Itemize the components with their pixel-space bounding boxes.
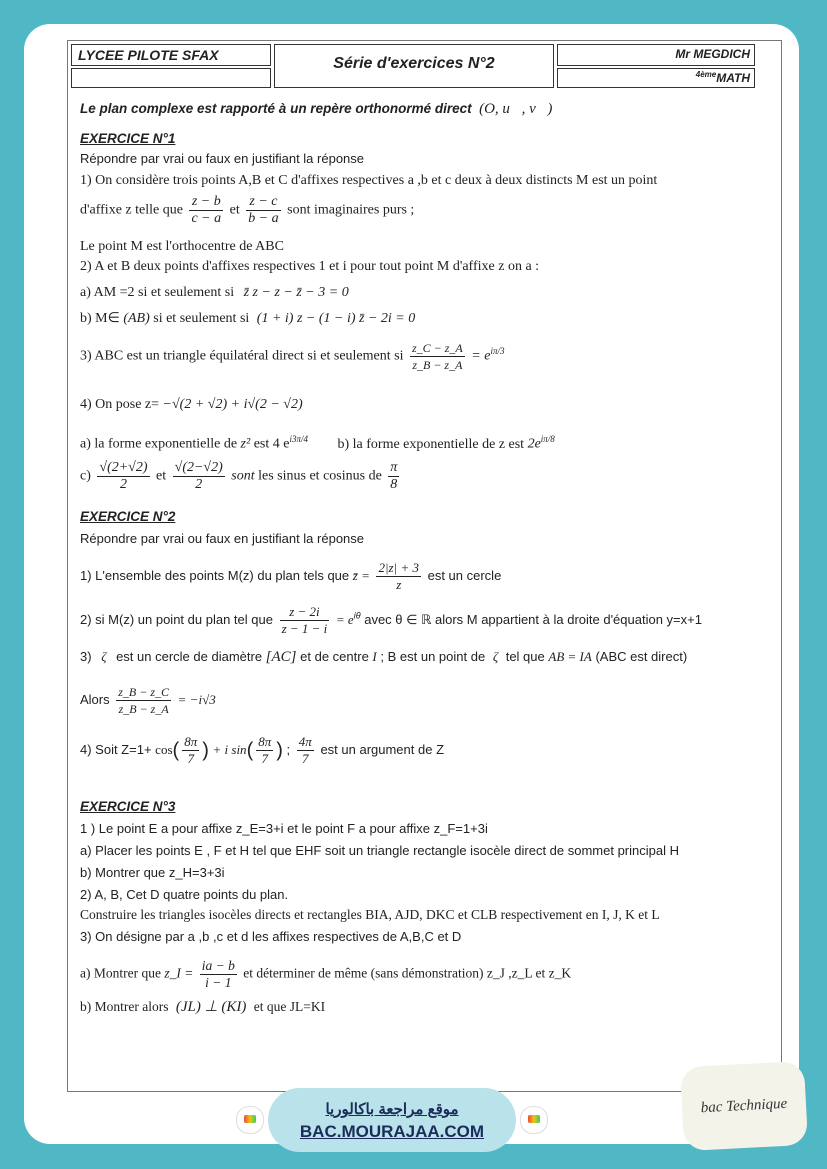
ex1-q2b-prefix: b) M∈ bbox=[80, 311, 120, 326]
ex2-q1 bbox=[80, 560, 501, 593]
fraction-cos bbox=[173, 460, 225, 493]
school-box bbox=[71, 44, 271, 66]
ex1-q3-exp: iπ/3 bbox=[490, 346, 505, 357]
fraction-q3 bbox=[410, 340, 465, 373]
ex2-q3-a: est un cercle de diamètre bbox=[116, 649, 263, 664]
left-logo-icon bbox=[236, 1106, 264, 1134]
ex1-q3-rhs: = e bbox=[471, 348, 491, 364]
ex3-q3a-prefix: a) Montrer que bbox=[80, 965, 161, 981]
ex1-q4 bbox=[80, 396, 303, 414]
class-label bbox=[696, 70, 750, 85]
ex1-title: EXERCICE N°1 bbox=[80, 131, 176, 146]
class-name: MATH bbox=[716, 71, 750, 85]
fraction-sin bbox=[97, 460, 149, 493]
ex1-q4c-et: et bbox=[156, 468, 167, 484]
fraction-sin-arg bbox=[256, 734, 273, 767]
footer-url-link[interactable]: BAC.MOURAJAA.COM bbox=[299, 1122, 485, 1141]
ex1-q4a-prefix: a) la forme exponentielle de bbox=[80, 436, 238, 452]
ex1-q2b-mid: si et seulement si bbox=[153, 311, 250, 326]
ex2-q3-alors bbox=[80, 684, 216, 717]
ex2-q4-suffix: est un argument de Z bbox=[320, 741, 445, 757]
fraction-ex2q2-num: z − 2i bbox=[280, 604, 330, 621]
fraction-sin-arg-num: 8π bbox=[258, 734, 272, 749]
ex2-q4-cos: cos bbox=[155, 741, 173, 757]
ex1-q4a bbox=[80, 430, 555, 454]
fraction-ex2q3-den: z_B − z_A bbox=[118, 702, 169, 716]
intro-math: (O, u⃗, v⃗) bbox=[479, 101, 553, 117]
fraction-4pi7-den: 7 bbox=[302, 751, 309, 766]
ex1-instruction: Répondre par vrai ou faux en justifiant la réponse bbox=[80, 151, 365, 166]
ex3-q3b-prefix: b) Montrer alors bbox=[80, 999, 169, 1014]
ex3-q1: 1 ) Le point E a pour affixe z_E=3+i et le point F a pour affixe z_F=1+3i bbox=[80, 821, 488, 836]
ex1-q4c bbox=[80, 460, 402, 493]
footer-banner[interactable] bbox=[268, 1088, 516, 1152]
ex3-q3b-math: (JL) ⊥ (KI) bbox=[175, 999, 247, 1015]
ex2-q4-isin: + i sin bbox=[212, 741, 247, 757]
ex1-q2a-math: z̄ z − z − z̄ − 3 = 0 bbox=[243, 285, 349, 300]
ex1-q4c-sont: sont bbox=[231, 468, 255, 484]
ex3-q3: 3) On désigne par a ,b ,c et d les affixes respectives de A,B,C et D bbox=[80, 929, 462, 944]
ex1-q4-math: −√(2 + √2) + i√(2 − √2) bbox=[162, 397, 303, 412]
ex1-q2: 2) A et B deux points d'affixes respectives 1 et i pour tout point M d'affixe z on a : bbox=[80, 259, 540, 274]
ex1-q4a-mid: est 4 e bbox=[253, 436, 290, 452]
class-superscript: 4ème bbox=[695, 70, 717, 79]
ex1-q2b-ab: (AB) bbox=[123, 311, 150, 326]
fraction-ex2q3-num: z_B − z_C bbox=[118, 685, 170, 699]
fraction-1 bbox=[189, 194, 223, 227]
ex2-q3-d: tel que bbox=[505, 649, 545, 664]
ex1-q1b-suffix: sont imaginaires purs ; bbox=[287, 202, 415, 218]
fraction-q3-den: z_B − z_A bbox=[412, 358, 463, 372]
right-logo-icon bbox=[520, 1106, 548, 1134]
fraction-ex2q3 bbox=[116, 684, 171, 717]
ex2-q3-zeta: ζ bbox=[101, 649, 107, 664]
ex1-q3-prefix: 3) ABC est un triangle équilatéral direct si et seulement si bbox=[80, 348, 404, 364]
ex2-q3 bbox=[80, 648, 687, 666]
ex1-q1b-et: et bbox=[229, 202, 240, 218]
fraction-cos-arg bbox=[182, 734, 199, 767]
fraction-zi-num: ia − b bbox=[201, 958, 235, 973]
ex2-q3-ac: [AC] bbox=[265, 649, 297, 665]
ex2-q4 bbox=[80, 734, 444, 767]
document-sheet bbox=[24, 24, 799, 1144]
ex2-title: EXERCICE N°2 bbox=[80, 509, 176, 524]
fraction-4pi7 bbox=[297, 734, 314, 767]
paren-close-2: ) bbox=[276, 739, 283, 762]
ex1-q1c: Le point M est l'orthocentre de ABC bbox=[80, 239, 284, 254]
ex2-q3-i: I bbox=[372, 649, 377, 664]
ex2-q2-suffix: avec θ ∈ ℝ alors M appartient à la droite d'équation y=x+1 bbox=[364, 611, 702, 627]
ex3-q2b: Construire les triangles isocèles directs et rectangles BIA, AJD, DKC et CLB respectivement en I, J, K et L bbox=[80, 907, 660, 922]
fraction-ex2q1 bbox=[376, 560, 420, 593]
fraction-zi bbox=[200, 958, 237, 991]
ex3-q1b: b) Montrer que z_H=3+3i bbox=[80, 865, 225, 880]
bac-technique-stamp: bac Technique bbox=[680, 1061, 808, 1151]
footer-arabic-link[interactable]: موقع مراجعة باكالوريا bbox=[325, 1101, 459, 1118]
school-box-empty bbox=[71, 68, 271, 88]
fraction-cos-den: 2 bbox=[195, 477, 203, 492]
ex2-q3-prefix: 3) bbox=[80, 649, 92, 664]
fraction-1-num: z − b bbox=[189, 194, 223, 211]
ex3-q1a: a) Placer les points E , F et H tel que EHF soit un triangle rectangle isocèle direct de sommet principal H bbox=[80, 843, 679, 858]
fraction-4pi7-num: 4π bbox=[298, 734, 312, 749]
ex1-q4a-z2: z² bbox=[240, 436, 251, 452]
ex1-q4b-exp: iπ/8 bbox=[540, 434, 555, 444]
worksheet-title: Série d'exercices N°2 bbox=[333, 55, 495, 72]
ex3-q3a-zi: z_I = bbox=[164, 965, 194, 981]
paren-close-1: ) bbox=[202, 739, 209, 762]
ex1-q2b-math: (1 + i) z − (1 − i) z̄ − 2i = 0 bbox=[256, 311, 416, 326]
ex2-q1-lhs: z̄ = bbox=[352, 567, 370, 583]
fraction-cos-num: √(2−√2) bbox=[174, 460, 223, 475]
ex2-q1-prefix: 1) L'ensemble des points M(z) du plan tels que bbox=[80, 567, 350, 583]
ex2-q3-e: (ABC est direct) bbox=[595, 649, 688, 664]
ex1-q2a-prefix: a) AM =2 si et seulement si bbox=[80, 285, 235, 300]
ex2-q3-alors-label: Alors bbox=[80, 691, 110, 707]
fraction-ex2q2-den: z − 1 − i bbox=[281, 621, 328, 636]
fraction-pi8-num: π bbox=[390, 460, 398, 475]
ex2-q2-prefix: 2) si M(z) un point du plan tel que bbox=[80, 611, 273, 627]
fraction-pi8-den: 8 bbox=[390, 477, 398, 492]
class-box bbox=[557, 68, 755, 88]
ex1-q1: 1) On considère trois points A,B et C d'affixes respectives a ,b et c deux à deux distincts M est un point bbox=[80, 173, 658, 188]
ex2-q3-zeta-2: ζ bbox=[492, 649, 499, 664]
ex3-q3b-suffix: et que JL=KI bbox=[253, 999, 326, 1014]
ex2-q3-rhs: = −i√3 bbox=[177, 691, 216, 707]
ex1-q2a bbox=[80, 284, 349, 302]
fraction-zi-den: i − 1 bbox=[205, 975, 232, 990]
paren-open-2: ( bbox=[246, 739, 254, 762]
teacher-box bbox=[557, 44, 755, 66]
ex1-q4b-prefix: b) la forme exponentielle de z est bbox=[337, 436, 525, 452]
ex1-q4c-prefix: c) bbox=[80, 468, 91, 484]
fraction-ex2q1-den: z bbox=[396, 577, 402, 592]
ex1-q4-prefix: 4) On pose z= bbox=[80, 397, 160, 412]
fraction-pi8 bbox=[388, 460, 399, 493]
fraction-2 bbox=[246, 194, 280, 227]
title-box bbox=[274, 44, 554, 88]
ex1-q2b bbox=[80, 310, 415, 328]
ex2-instruction: Répondre par vrai ou faux en justifiant la réponse bbox=[80, 531, 365, 546]
fraction-2-num: z − c bbox=[246, 194, 280, 211]
teacher-name: Mr MEGDICH bbox=[675, 47, 750, 61]
ex2-q3-eq: AB = IA bbox=[548, 649, 592, 664]
ex1-q4a-exp: i3π/4 bbox=[289, 434, 308, 444]
ex2-q4-sep: ; bbox=[286, 741, 291, 757]
fraction-q3-num: z_C − z_A bbox=[411, 341, 463, 355]
ex1-q1b-prefix: d'affixe z telle que bbox=[80, 202, 183, 218]
ex2-q4-prefix: 4) Soit Z=1+ bbox=[80, 741, 152, 757]
fraction-1-den: c − a bbox=[191, 211, 222, 226]
ex3-q3a bbox=[80, 958, 571, 991]
ex2-q2-exp: iθ bbox=[353, 610, 361, 621]
fraction-cos-arg-den: 7 bbox=[187, 751, 194, 766]
intro-text: Le plan complexe est rapporté à un repère orthonormé direct bbox=[80, 101, 472, 116]
school-name: LYCEE PILOTE SFAX bbox=[78, 47, 219, 63]
ex3-q3a-suffix: et déterminer de même (sans démonstration) z_J ,z_L et z_K bbox=[243, 965, 572, 981]
ex3-q2: 2) A, B, Cet D quatre points du plan. bbox=[80, 887, 289, 902]
ex1-q1b bbox=[80, 194, 414, 227]
ex2-q1-suffix: est un cercle bbox=[427, 567, 502, 583]
ex1-q3 bbox=[80, 340, 504, 373]
fraction-sin-num: √(2+√2) bbox=[99, 460, 148, 475]
ex1-q4b-val: 2e bbox=[527, 436, 541, 452]
fraction-ex2q1-num: 2|z| + 3 bbox=[378, 560, 419, 575]
ex2-q3-c: ; B est un point de bbox=[380, 649, 486, 664]
fraction-cos-arg-num: 8π bbox=[184, 734, 198, 749]
fraction-sin-arg-den: 7 bbox=[261, 751, 268, 766]
paren-open-1: ( bbox=[172, 739, 180, 762]
fraction-sin-den: 2 bbox=[119, 477, 127, 492]
ex3-title: EXERCICE N°3 bbox=[80, 799, 176, 814]
ex2-q3-b: et de centre bbox=[300, 649, 369, 664]
fraction-2-den: b − a bbox=[248, 211, 279, 226]
ex2-q2 bbox=[80, 604, 702, 637]
ex2-q2-rhs: = e bbox=[335, 611, 354, 627]
intro-line bbox=[80, 100, 552, 119]
ex1-q4c-suffix: les sinus et cosinus de bbox=[258, 468, 382, 484]
ex3-q3b bbox=[80, 998, 325, 1016]
fraction-ex2q2 bbox=[280, 604, 330, 637]
